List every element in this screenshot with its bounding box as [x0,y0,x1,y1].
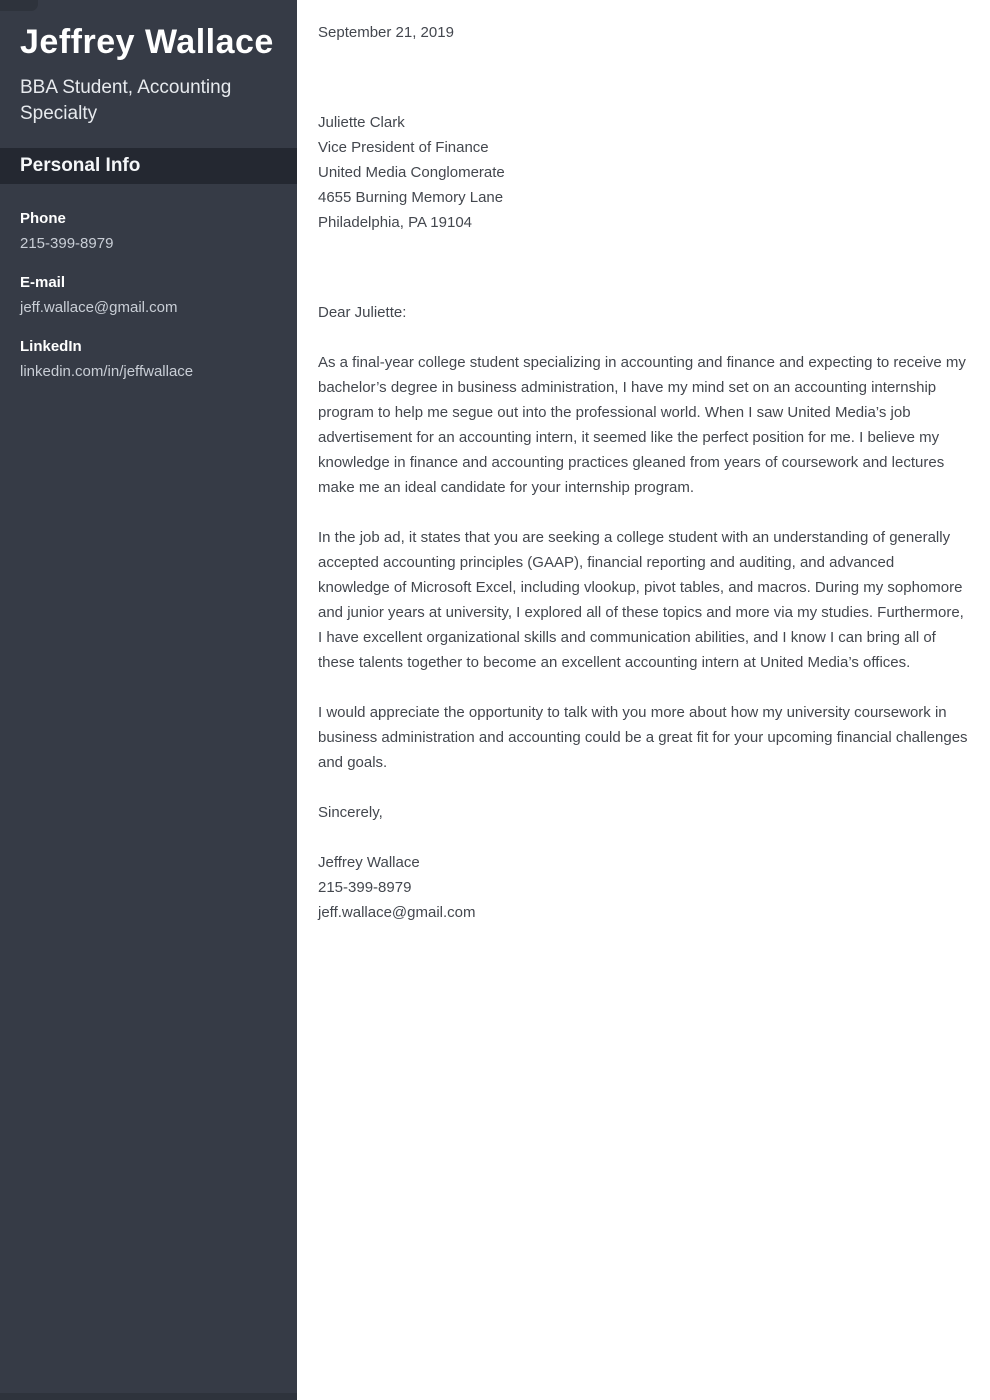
signature-block [318,850,968,925]
linkedin-value: linkedin.com/in/jeffwallace [20,363,194,380]
contact-list [20,184,277,384]
contact-item-email [20,270,277,320]
letter-paragraph-2: In the job ad, it states that you are seeking a college student with an understanding of generally accepted accounting principles (GAAP), financial reporting and auditing, and advanced knowledge of Microsoft Excel, including vlookup, pivot tables, and macros. During my sophomore and junior years at university, I explored all of these topics and more via my studies. Furthermore, I have excellent organizational skills and communication abilities, and I know I can bring all of these talents together to become an excellent accounting intern at United Media’s offices. [318,529,964,671]
salutation: Dear Juliette: [318,304,407,321]
signature-phone: 215-399-8979 [318,879,412,896]
sidebar [0,0,297,1400]
recipient-company: United Media Conglomerate [318,164,505,181]
email-value: jeff.wallace@gmail.com [20,299,178,316]
recipient-city-state-zip: Philadelphia, PA 19104 [318,214,473,231]
phone-value: 215-399-8979 [20,235,114,252]
corner-notch-decoration [0,0,38,11]
linkedin-label: LinkedIn [20,338,82,355]
recipient-job-title: Vice President of Finance [318,139,489,156]
personal-info-section-header [0,148,297,184]
recipient-name: Juliette Clark [318,114,405,131]
sidebar-bottom-edge-decoration [0,1393,297,1400]
contact-item-linkedin [20,334,277,384]
letter-date: September 21, 2019 [318,24,454,41]
email-label: E-mail [20,274,66,291]
personal-info-title: Personal Info [20,155,141,176]
candidate-name: Jeffrey Wallace [20,23,274,61]
candidate-job-title: BBA Student, Accounting Specialty [20,77,232,124]
signature-email: jeff.wallace@gmail.com [318,904,476,921]
closing: Sincerely, [318,804,383,821]
letter-body [297,0,990,1400]
contact-item-phone [20,206,277,256]
letter-paragraph-1: As a final-year college student specializing in accounting and finance and expecting to receive my bachelor’s degree in business administration, I have my mind set on an accounting internship program to help me segue out into the professional world. When I saw United Media’s job advertisement for an accounting intern, it seemed like the perfect position for me. I believe my knowledge in finance and accounting practices gleaned from years of coursework and lectures make me an ideal candidate for your internship program. [318,354,966,496]
phone-label: Phone [20,210,66,227]
recipient-block [318,110,968,235]
letter-paragraph-3: I would appreciate the opportunity to talk with you more about how my university coursework in business administration and accounting could be a great fit for your upcoming financial challenges and goals. [318,704,968,771]
recipient-street-address: 4655 Burning Memory Lane [318,189,504,206]
signature-name: Jeffrey Wallace [318,854,420,871]
